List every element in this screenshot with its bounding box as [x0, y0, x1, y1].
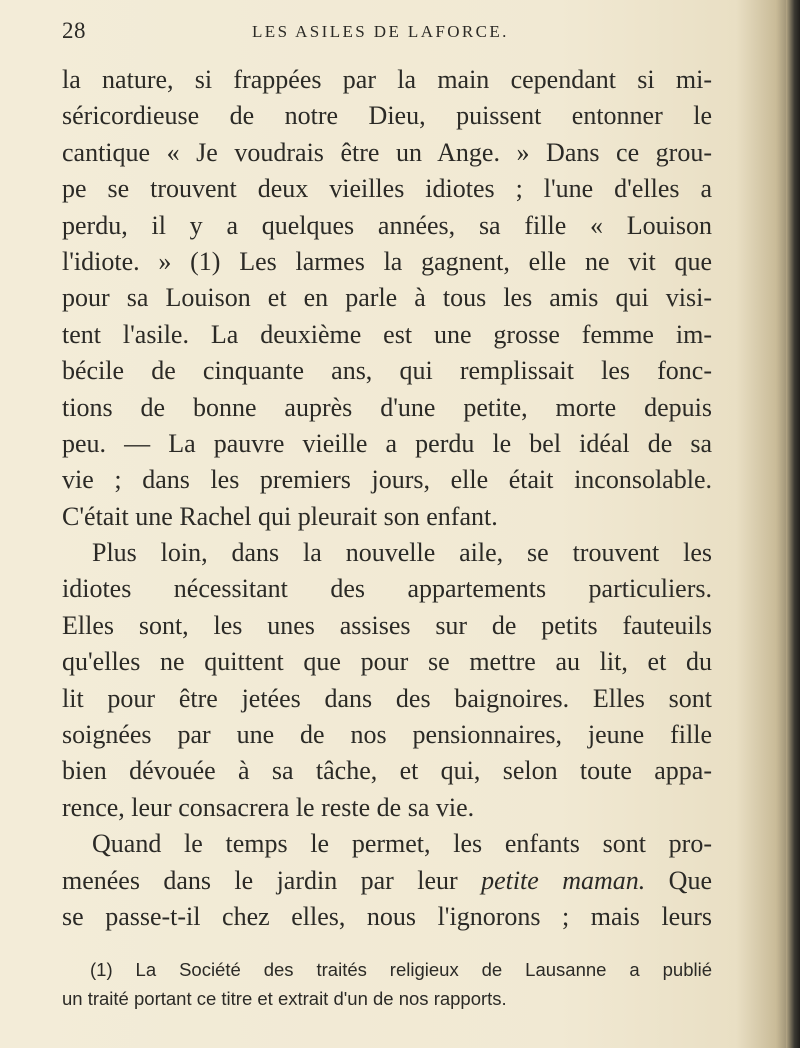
- text-line: rence, leur consacrera le reste de sa vie.: [62, 792, 475, 822]
- page-header: [62, 18, 710, 48]
- body-text: [62, 62, 712, 935]
- text-line: vie ; dans les premiers jours, elle était inconsolable.: [62, 465, 712, 495]
- text-line: pour sa Louison et en parle à tous les amis qui visi-: [62, 283, 712, 313]
- text-line: bien dévouée à sa tâche, et qui, selon toute appa-: [62, 756, 712, 786]
- text-line: qu'elles ne quittent que pour se mettre au lit, et du: [62, 647, 712, 677]
- text-line: Quand le temps le permet, les enfants sont pro-: [92, 829, 712, 859]
- footnote-line: (1) La Société des traités religieux de Lausanne a publié: [90, 959, 712, 980]
- text-line: l'idiote. » (1) Les larmes la gagnent, elle ne vit que: [62, 246, 712, 276]
- page-edge-shadow: [786, 0, 800, 1048]
- text-line: séricordieuse de notre Dieu, puissent entonner le: [62, 101, 712, 131]
- text-line: bécile de cinquante ans, qui remplissait les fonc-: [62, 356, 712, 386]
- text-line: idiotes nécessitant des appartements particuliers.: [62, 574, 712, 604]
- text-line: C'était une Rachel qui pleurait son enfant.: [62, 501, 498, 531]
- text-line: soignées par une de nos pensionnaires, jeune fille: [62, 720, 712, 750]
- text-line-with-italic: [62, 863, 712, 899]
- running-head: LES ASILES DE LAFORCE.: [252, 22, 509, 41]
- text-line: perdu, il y a quelques années, sa fille « Louison: [62, 210, 712, 240]
- text-segment: menées dans le jardin par leur: [62, 865, 482, 895]
- text-line: lit pour être jetées dans des baignoires. Elles sont: [62, 683, 712, 713]
- text-line: Plus loin, dans la nouvelle aile, se trouvent les: [92, 538, 712, 568]
- text-line: tent l'asile. La deuxième est une grosse femme im-: [62, 319, 712, 349]
- text-line: Elles sont, les unes assises sur de petits fauteuils: [62, 610, 712, 640]
- footnote-line: un traité portant ce titre et extrait d'un de nos rapports.: [62, 988, 507, 1009]
- footnote: [62, 955, 712, 1013]
- text-line: se passe-t-il chez elles, nous l'ignorons ; mais leurs: [62, 901, 712, 931]
- page-number: 28: [62, 18, 86, 43]
- text-line: peu. — La pauvre vieille a perdu le bel idéal de sa: [62, 428, 712, 458]
- text-line: tions de bonne auprès d'une petite, morte depuis: [62, 392, 712, 422]
- italic-phrase: petite maman.: [481, 865, 646, 895]
- text-line: cantique « Je voudrais être un Ange. » Dans ce grou-: [62, 137, 712, 167]
- text-segment: Que: [645, 865, 712, 895]
- text-line: pe se trouvent deux vieilles idiotes ; l'une d'elles a: [62, 174, 712, 204]
- text-line: la nature, si frappées par la main cependant si mi-: [62, 65, 712, 94]
